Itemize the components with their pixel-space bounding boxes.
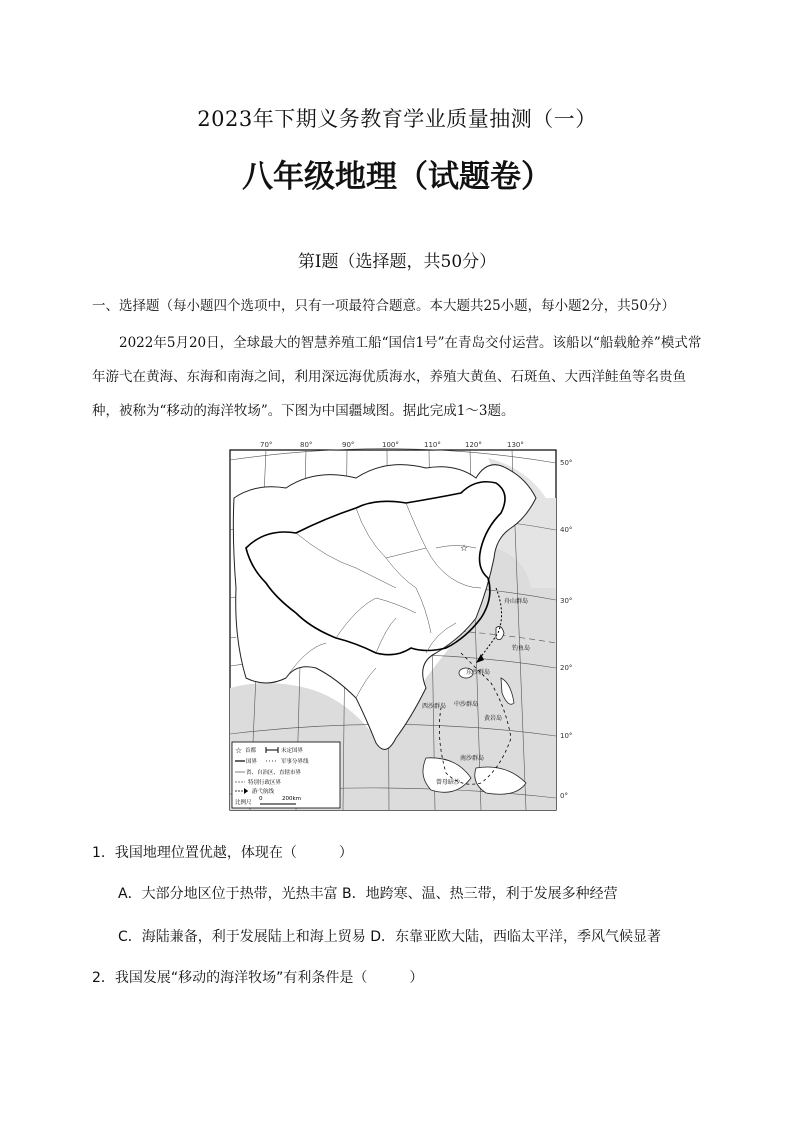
lon-label-90: 90° <box>342 441 355 449</box>
label-dongsha: 东沙群岛 <box>466 669 491 676</box>
legend-provincial: 省、自治区、直辖市界 <box>246 770 302 776</box>
question-1-options-cd: C．海陆兼备，利于发展陆上和海上贸易 D．东靠亚欧大陆，西临太平洋，季风气候显著 <box>118 929 662 945</box>
lat-label-0: 0° <box>560 792 568 800</box>
lon-label-80: 80° <box>300 441 313 449</box>
legend-sar: 特别行政区界 <box>248 780 282 786</box>
lat-label-30: 30° <box>560 597 573 605</box>
lon-label-110: 110° <box>424 441 441 449</box>
legend-scale-zero: 0 <box>259 796 263 802</box>
lat-label-50: 50° <box>560 459 573 467</box>
china-territory-map <box>226 438 582 814</box>
legend-scale-label: 比例尺 <box>235 800 252 806</box>
svg-text:☆: ☆ <box>235 746 243 755</box>
map-legend <box>232 742 340 808</box>
legend-national: 国界 <box>246 759 258 765</box>
legend-undetermined: 未定国界 <box>281 748 304 754</box>
question-1-stem: 1．我国地理位置优越，体现在（ ） <box>92 845 353 861</box>
lat-label-20: 20° <box>560 664 573 672</box>
legend-capital: 首都 <box>245 748 257 754</box>
question-2-stem: 2．我国发展“移动的海洋牧场”有利条件是（ ） <box>92 970 424 986</box>
label-zhoushan: 舟山群岛 <box>504 598 529 605</box>
label-zhongsha: 中沙群岛 <box>454 701 479 708</box>
label-zengmu: 曾母暗沙 <box>436 779 461 786</box>
label-huangyan: 黄岩岛 <box>484 715 503 722</box>
reading-passage: 2022年5月20日，全球最大的智慧养殖工船“国信1号”在青岛交付运营。该船以“船载舱养”模式常年游弋在黄海、东海和南海之间，利用深远海优质海水，养殖大黄鱼、石斑鱼、大西洋鲑鱼等名贵鱼种，被称为“移动的海洋牧场”。下图为中国疆域图。据此完成1～3题。 <box>92 335 702 419</box>
part-title: 第Ⅰ题（选择题，共50分） <box>297 252 497 272</box>
legend-military: 军事分界线 <box>281 759 309 765</box>
capital-star-icon: ☆ <box>460 544 469 554</box>
exam-title: 2023年下期义务教育学业质量抽测（一） <box>197 107 597 131</box>
lon-label-120: 120° <box>465 441 482 449</box>
legend-scale-value: 200km <box>282 796 302 802</box>
map-svg <box>226 438 582 814</box>
label-xisha: 西沙群岛 <box>422 703 447 710</box>
question-1-options-ab: A．大部分地区位于热带，光热丰富 B．地跨寒、温、热三带，利于发展多种经营 <box>118 886 618 902</box>
lat-label-40: 40° <box>560 526 573 534</box>
legend-route: 游弋航线 <box>252 789 275 795</box>
label-nansha: 南沙群岛 <box>460 755 485 762</box>
lon-label-70: 70° <box>260 441 273 449</box>
label-diaoyu: 钓鱼岛 <box>512 645 531 652</box>
section-heading: 一、选择题（每小题四个选项中，只有一项最符合题意。本大题共25小题，每小题2分，共50分） <box>92 298 675 314</box>
lat-label-10: 10° <box>560 732 573 740</box>
subject-title: 八年级地理（试题卷） <box>242 159 552 195</box>
lon-label-130: 130° <box>507 441 524 449</box>
lon-label-100: 100° <box>382 441 399 449</box>
